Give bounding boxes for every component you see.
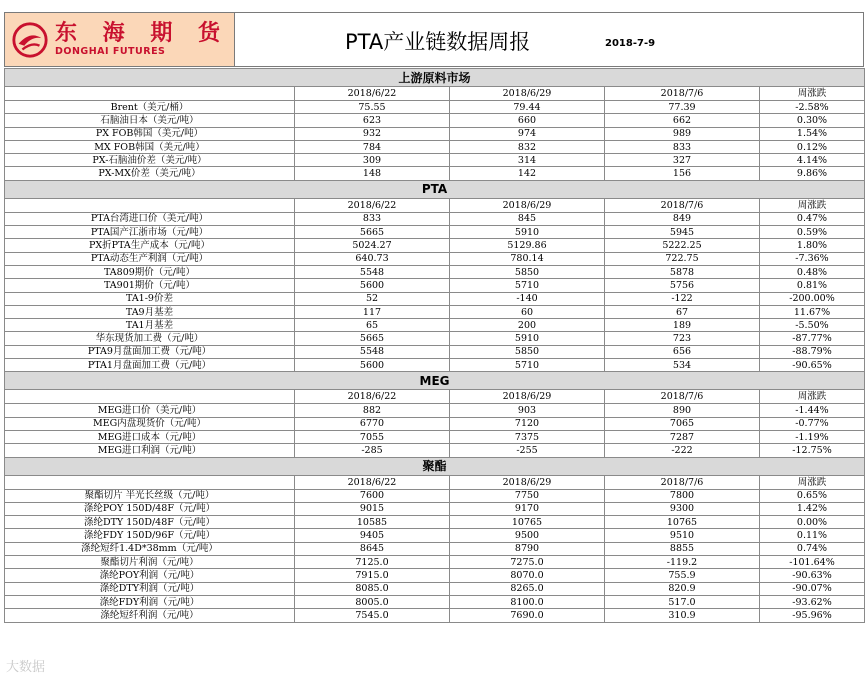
row-label: 石脑油日本（美元/吨）	[5, 114, 295, 127]
table-row	[5, 305, 865, 318]
row-label: PX-石脑油价差（美元/吨）	[5, 154, 295, 167]
table-row	[5, 444, 865, 457]
value-cell: 5024.27	[295, 239, 450, 252]
value-cell: 882	[295, 404, 450, 417]
value-cell: 903	[450, 404, 605, 417]
weekly-change-cell: 0.74%	[760, 542, 865, 555]
table-body	[5, 69, 865, 623]
weekly-change-cell: 0.81%	[760, 279, 865, 292]
value-cell: 148	[295, 167, 450, 180]
row-label: 涤纶DTY 150D/48F（元/吨）	[5, 516, 295, 529]
value-cell: 7545.0	[295, 609, 450, 622]
logo-chinese-name: 东 海 期 货	[55, 20, 229, 46]
row-label: 聚酯切片利润（元/吨）	[5, 556, 295, 569]
row-label: TA1-9价差	[5, 292, 295, 305]
column-header: 2018/6/29	[450, 87, 605, 101]
table-row	[5, 430, 865, 443]
table-row	[5, 529, 865, 542]
weekly-change-cell: 0.47%	[760, 212, 865, 225]
value-cell: 9510	[605, 529, 760, 542]
value-cell: -122	[605, 292, 760, 305]
column-header: 周涨跌	[760, 475, 865, 489]
value-cell: 7125.0	[295, 556, 450, 569]
row-label: PX FOB韩国（美元/吨）	[5, 127, 295, 140]
column-header: 2018/7/6	[605, 87, 760, 101]
value-cell: 8100.0	[450, 595, 605, 608]
value-cell: 640.73	[295, 252, 450, 265]
value-cell: 723	[605, 332, 760, 345]
value-cell: 67	[605, 305, 760, 318]
row-label: 涤纶FDY 150D/96F（元/吨）	[5, 529, 295, 542]
value-cell: 5710	[450, 279, 605, 292]
value-cell: -255	[450, 444, 605, 457]
value-cell: 534	[605, 359, 760, 372]
value-cell: 156	[605, 167, 760, 180]
value-cell: 10765	[450, 516, 605, 529]
table-row	[5, 582, 865, 595]
column-header	[5, 475, 295, 489]
value-cell: 7915.0	[295, 569, 450, 582]
section-title: MEG	[5, 372, 865, 390]
value-cell: 5129.86	[450, 239, 605, 252]
value-cell: 60	[450, 305, 605, 318]
column-header	[5, 198, 295, 212]
value-cell: 7275.0	[450, 556, 605, 569]
value-cell: 7120	[450, 417, 605, 430]
value-cell: 189	[605, 319, 760, 332]
value-cell: 8070.0	[450, 569, 605, 582]
column-header: 周涨跌	[760, 390, 865, 404]
value-cell: 65	[295, 319, 450, 332]
row-label: PTA台湾进口价（美元/吨）	[5, 212, 295, 225]
value-cell: 9170	[450, 502, 605, 515]
column-header: 2018/6/29	[450, 198, 605, 212]
column-header	[5, 87, 295, 101]
value-cell: 7690.0	[450, 609, 605, 622]
weekly-change-cell: -90.63%	[760, 569, 865, 582]
value-cell: 8790	[450, 542, 605, 555]
table-row	[5, 140, 865, 153]
value-cell: 9015	[295, 502, 450, 515]
weekly-change-cell: 0.11%	[760, 529, 865, 542]
row-label: 涤纶短纤利润（元/吨）	[5, 609, 295, 622]
watermark-text: 大数据	[6, 660, 46, 675]
value-cell: 5945	[605, 226, 760, 239]
column-header: 周涨跌	[760, 198, 865, 212]
value-cell: 780.14	[450, 252, 605, 265]
value-cell: 7287	[605, 430, 760, 443]
value-cell: 845	[450, 212, 605, 225]
weekly-change-cell: 0.65%	[760, 489, 865, 502]
weekly-change-cell: -93.62%	[760, 595, 865, 608]
value-cell: 832	[450, 140, 605, 153]
weekly-change-cell: 0.12%	[760, 140, 865, 153]
value-cell: 7600	[295, 489, 450, 502]
data-table	[4, 68, 865, 623]
logo-english-name: DONGHAI FUTURES	[55, 45, 166, 57]
value-cell: 517.0	[605, 595, 760, 608]
table-row	[5, 212, 865, 225]
table-row	[5, 252, 865, 265]
report-title: PTA产业链数据周报	[345, 30, 531, 54]
value-cell: 75.55	[295, 101, 450, 114]
title-cell	[235, 13, 863, 66]
value-cell: 5548	[295, 345, 450, 358]
value-cell: 5756	[605, 279, 760, 292]
weekly-change-cell: -90.07%	[760, 582, 865, 595]
table-row	[5, 595, 865, 608]
column-header: 2018/6/22	[295, 475, 450, 489]
value-cell: 7055	[295, 430, 450, 443]
value-cell: 8005.0	[295, 595, 450, 608]
weekly-change-cell: -1.44%	[760, 404, 865, 417]
value-cell: 5910	[450, 226, 605, 239]
table-row	[5, 609, 865, 622]
value-cell: 10585	[295, 516, 450, 529]
section-title: PTA	[5, 180, 865, 198]
value-cell: 7750	[450, 489, 605, 502]
table-row	[5, 265, 865, 278]
table-row	[5, 417, 865, 430]
weekly-change-cell: -7.36%	[760, 252, 865, 265]
value-cell: -140	[450, 292, 605, 305]
row-label: TA1月基差	[5, 319, 295, 332]
weekly-change-cell: -88.79%	[760, 345, 865, 358]
table-row	[5, 226, 865, 239]
value-cell: 849	[605, 212, 760, 225]
row-label: PX-MX价差（美元/吨）	[5, 167, 295, 180]
value-cell: 5665	[295, 226, 450, 239]
section-title: 聚酯	[5, 457, 865, 475]
weekly-change-cell: -2.58%	[760, 101, 865, 114]
table-row	[5, 127, 865, 140]
value-cell: 5710	[450, 359, 605, 372]
value-cell: 5910	[450, 332, 605, 345]
report-date: 2018-7-9	[605, 38, 656, 49]
row-label: PTA国产江浙市场（元/吨）	[5, 226, 295, 239]
weekly-change-cell: 4.14%	[760, 154, 865, 167]
value-cell: 9300	[605, 502, 760, 515]
row-label: MEG进口成本（元/吨）	[5, 430, 295, 443]
weekly-change-cell: -1.19%	[760, 430, 865, 443]
column-header: 2018/6/29	[450, 390, 605, 404]
weekly-change-cell: 1.54%	[760, 127, 865, 140]
row-label: TA809期价（元/吨）	[5, 265, 295, 278]
value-cell: 309	[295, 154, 450, 167]
value-cell: 989	[605, 127, 760, 140]
column-header: 2018/7/6	[605, 475, 760, 489]
weekly-change-cell: -0.77%	[760, 417, 865, 430]
value-cell: 890	[605, 404, 760, 417]
column-header: 2018/7/6	[605, 198, 760, 212]
value-cell: 660	[450, 114, 605, 127]
weekly-change-cell: 0.48%	[760, 265, 865, 278]
value-cell: 722.75	[605, 252, 760, 265]
value-cell: -119.2	[605, 556, 760, 569]
row-label: MEG进口价（美元/吨）	[5, 404, 295, 417]
value-cell: 77.39	[605, 101, 760, 114]
value-cell: 5548	[295, 265, 450, 278]
value-cell: 784	[295, 140, 450, 153]
row-label: 涤纶FDY利润（元/吨）	[5, 595, 295, 608]
value-cell: 7375	[450, 430, 605, 443]
row-label: PTA9月盘面加工费（元/吨）	[5, 345, 295, 358]
donghai-logo-icon	[11, 21, 49, 59]
value-cell: 6770	[295, 417, 450, 430]
weekly-change-cell: 0.30%	[760, 114, 865, 127]
weekly-change-cell: -101.64%	[760, 556, 865, 569]
column-header-row	[5, 475, 865, 489]
section-header	[5, 180, 865, 198]
weekly-change-cell: 1.42%	[760, 502, 865, 515]
row-label: MX FOB韩国（美元/吨）	[5, 140, 295, 153]
table-row	[5, 556, 865, 569]
table-row	[5, 502, 865, 515]
row-label: PX折PTA生产成本（元/吨）	[5, 239, 295, 252]
value-cell: 79.44	[450, 101, 605, 114]
column-header: 2018/7/6	[605, 390, 760, 404]
table-row	[5, 489, 865, 502]
weekly-change-cell: 11.67%	[760, 305, 865, 318]
column-header-row	[5, 87, 865, 101]
row-label: Brent（美元/桶）	[5, 101, 295, 114]
value-cell: 662	[605, 114, 760, 127]
table-row	[5, 292, 865, 305]
column-header: 2018/6/22	[295, 198, 450, 212]
table-row	[5, 114, 865, 127]
row-label: 华东现货加工费（元/吨）	[5, 332, 295, 345]
row-label: 涤纶DTY利润（元/吨）	[5, 582, 295, 595]
column-header: 周涨跌	[760, 87, 865, 101]
column-header: 2018/6/22	[295, 87, 450, 101]
row-label: MEG内盘现货价（元/吨）	[5, 417, 295, 430]
value-cell: 142	[450, 167, 605, 180]
value-cell: 8085.0	[295, 582, 450, 595]
value-cell: 974	[450, 127, 605, 140]
weekly-change-cell: -87.77%	[760, 332, 865, 345]
value-cell: 117	[295, 305, 450, 318]
value-cell: 10765	[605, 516, 760, 529]
row-label: 聚酯切片 半光长丝级（元/吨）	[5, 489, 295, 502]
value-cell: 833	[295, 212, 450, 225]
value-cell: 7800	[605, 489, 760, 502]
row-label: TA901期价（元/吨）	[5, 279, 295, 292]
value-cell: -285	[295, 444, 450, 457]
column-header-row	[5, 198, 865, 212]
value-cell: 5600	[295, 279, 450, 292]
table-row	[5, 154, 865, 167]
value-cell: 8265.0	[450, 582, 605, 595]
weekly-change-cell: -200.00%	[760, 292, 865, 305]
column-header	[5, 390, 295, 404]
table-row	[5, 101, 865, 114]
weekly-change-cell: 0.59%	[760, 226, 865, 239]
value-cell: 52	[295, 292, 450, 305]
value-cell: 5850	[450, 345, 605, 358]
value-cell: 932	[295, 127, 450, 140]
value-cell: 8645	[295, 542, 450, 555]
value-cell: 7065	[605, 417, 760, 430]
column-header: 2018/6/22	[295, 390, 450, 404]
value-cell: 9405	[295, 529, 450, 542]
value-cell: 656	[605, 345, 760, 358]
section-header	[5, 457, 865, 475]
value-cell: 5850	[450, 265, 605, 278]
table-row	[5, 332, 865, 345]
row-label: TA9月基差	[5, 305, 295, 318]
value-cell: 5878	[605, 265, 760, 278]
value-cell: 5665	[295, 332, 450, 345]
value-cell: 5222.25	[605, 239, 760, 252]
table-row	[5, 542, 865, 555]
value-cell: 314	[450, 154, 605, 167]
value-cell: 9500	[450, 529, 605, 542]
table-row	[5, 345, 865, 358]
table-row	[5, 279, 865, 292]
weekly-change-cell: -95.96%	[760, 609, 865, 622]
report-header	[4, 12, 864, 67]
column-header: 2018/6/29	[450, 475, 605, 489]
row-label: 涤纶短纤1.4D*38mm（元/吨）	[5, 542, 295, 555]
weekly-change-cell: -12.75%	[760, 444, 865, 457]
table-row	[5, 359, 865, 372]
value-cell: 755.9	[605, 569, 760, 582]
value-cell: 8855	[605, 542, 760, 555]
table-row	[5, 319, 865, 332]
row-label: PTA动态生产利润（元/吨）	[5, 252, 295, 265]
value-cell: 200	[450, 319, 605, 332]
section-title: 上游原料市场	[5, 69, 865, 87]
value-cell: 820.9	[605, 582, 760, 595]
value-cell: 327	[605, 154, 760, 167]
row-label: MEG进口利润（元/吨）	[5, 444, 295, 457]
table-row	[5, 239, 865, 252]
weekly-change-cell: 9.86%	[760, 167, 865, 180]
table-row	[5, 167, 865, 180]
weekly-change-cell: 0.00%	[760, 516, 865, 529]
section-header	[5, 372, 865, 390]
table-row	[5, 516, 865, 529]
value-cell: 310.9	[605, 609, 760, 622]
row-label: 涤纶POY利润（元/吨）	[5, 569, 295, 582]
logo-text	[55, 22, 229, 58]
value-cell: -222	[605, 444, 760, 457]
table-row	[5, 404, 865, 417]
section-header	[5, 69, 865, 87]
column-header-row	[5, 390, 865, 404]
value-cell: 833	[605, 140, 760, 153]
row-label: 涤纶POY 150D/48F（元/吨）	[5, 502, 295, 515]
weekly-change-cell: 1.80%	[760, 239, 865, 252]
value-cell: 5600	[295, 359, 450, 372]
weekly-change-cell: -90.65%	[760, 359, 865, 372]
row-label: PTA1月盘面加工费（元/吨）	[5, 359, 295, 372]
table-row	[5, 569, 865, 582]
weekly-change-cell: -5.50%	[760, 319, 865, 332]
value-cell: 623	[295, 114, 450, 127]
logo-cell	[5, 13, 235, 66]
